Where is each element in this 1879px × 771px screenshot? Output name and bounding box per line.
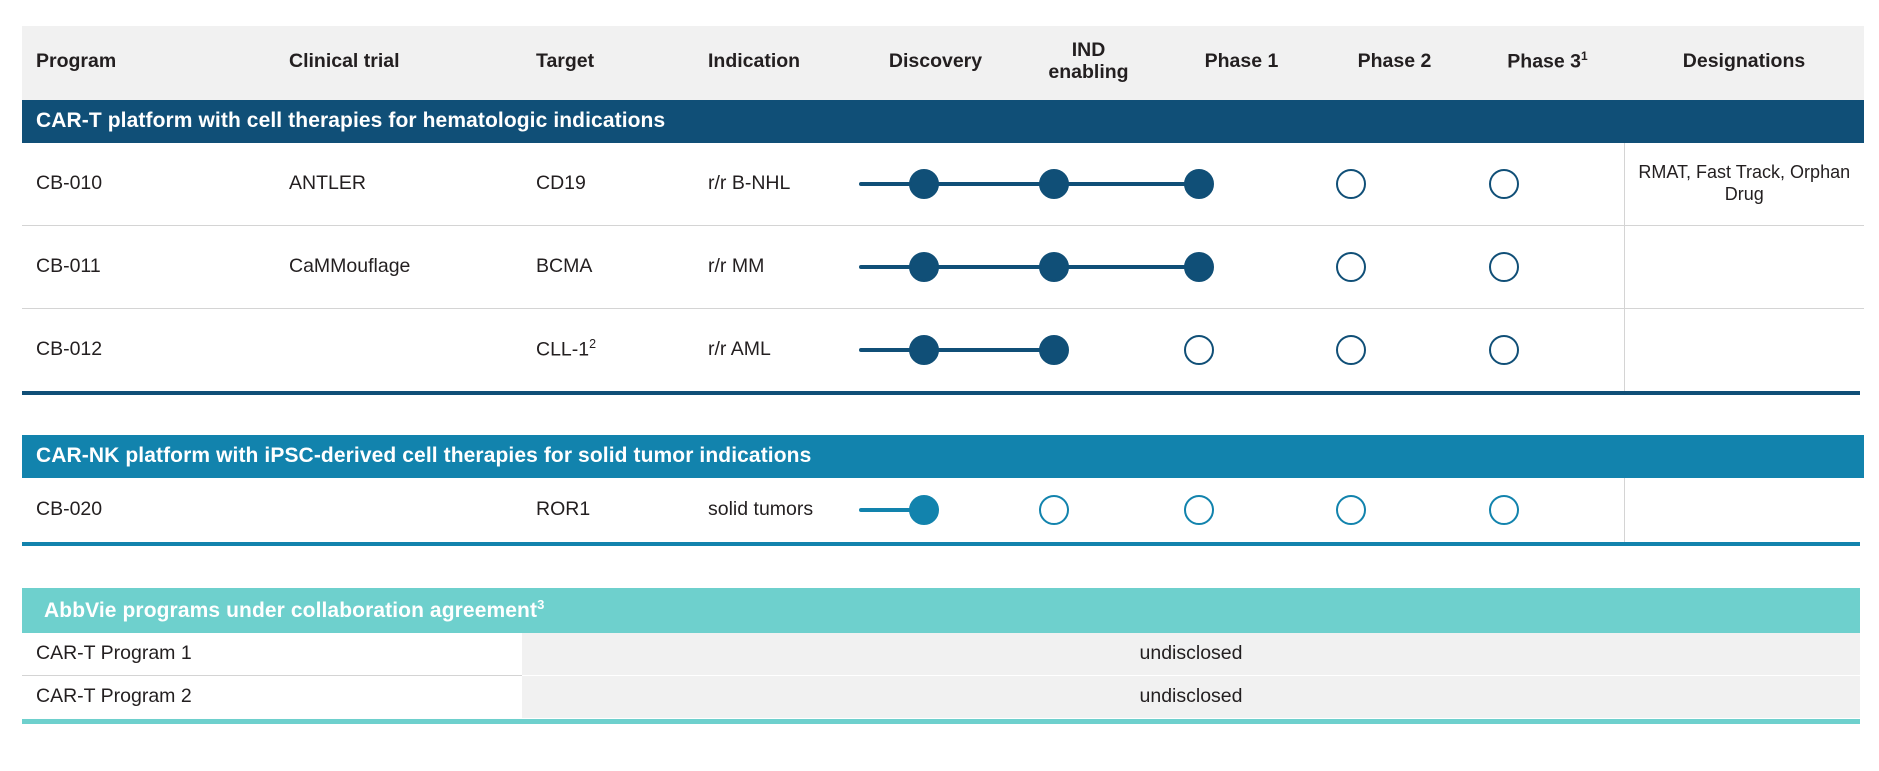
stage-node-ind-enabling: [1039, 495, 1069, 525]
section-car-t: [22, 100, 1864, 391]
row-indication: solid tumors: [694, 478, 859, 542]
stage-node-phase-1: [1184, 335, 1214, 365]
row-clinical-trial: [275, 478, 522, 542]
row-target: BCMA: [522, 225, 694, 308]
column-header-program: Program: [22, 26, 275, 100]
column-header-designations: Designations: [1624, 26, 1864, 100]
stage-node-discovery: [909, 252, 939, 282]
pipeline-chart: [22, 26, 1860, 724]
row-designations: [1624, 308, 1864, 391]
section-bottom-rule-collaboration: [22, 719, 1860, 724]
collab-program-value: undisclosed: [522, 633, 1860, 676]
phase-3-footnote-marker: 1: [1581, 49, 1588, 64]
column-header-target: Target: [522, 26, 694, 100]
row-target: CD19: [522, 143, 694, 226]
stage-node-phase-1: [1184, 169, 1214, 199]
section-banner-car-nk-label: CAR-NK platform with iPSC-derived cell therapies for solid tumor indications: [22, 435, 1864, 478]
row-clinical-trial: [275, 308, 522, 391]
stage-node-discovery: [909, 169, 939, 199]
stage-node-phase-2: [1336, 495, 1366, 525]
section-gap: [22, 546, 1860, 588]
stage-node-phase-3: [1489, 495, 1519, 525]
column-header-indication: Indication: [694, 26, 859, 100]
row-target: ROR1: [522, 478, 694, 542]
progress-track: [859, 348, 1054, 352]
stage-node-phase-1: [1184, 495, 1214, 525]
table-row: [22, 143, 1864, 226]
section-collaboration: [22, 588, 1860, 719]
row-designations: [1624, 478, 1864, 542]
row-indication: r/r MM: [694, 225, 859, 308]
stage-node-phase-3: [1489, 252, 1519, 282]
progress-track: [859, 265, 1199, 269]
column-header-phase-2: Phase 2: [1318, 26, 1471, 100]
row-program: CB-020: [22, 478, 275, 542]
section-banner-collaboration-label: [22, 588, 1860, 633]
table-row: [22, 478, 1864, 542]
row-program: CB-011: [22, 225, 275, 308]
column-header-ind-enabling: IND enabling: [1012, 26, 1165, 100]
progress-track: [859, 508, 924, 512]
phase-3-text: Phase 3: [1507, 50, 1582, 73]
stage-node-phase-2: [1336, 335, 1366, 365]
row-clinical-trial: CaMMouflage: [275, 225, 522, 308]
stage-node-discovery: [909, 495, 939, 525]
stage-node-phase-2: [1336, 252, 1366, 282]
section-banner-car-t-label: CAR-T platform with cell therapies for hematologic indications: [22, 100, 1864, 143]
stage-node-ind-enabling: [1039, 335, 1069, 365]
table-row: [22, 308, 1864, 391]
row-target: [522, 308, 694, 391]
pipeline-header-table: [22, 26, 1864, 100]
table-row: [22, 225, 1864, 308]
section-car-nk: [22, 435, 1864, 542]
stage-node-ind-enabling: [1039, 169, 1069, 199]
row-stage-track: [859, 478, 1624, 542]
collaboration-footnote-marker: 3: [537, 596, 545, 612]
section-banner-collaboration: [22, 588, 1860, 633]
row-designations: RMAT, Fast Track, Orphan Drug: [1624, 143, 1864, 226]
stage-node-phase-3: [1489, 169, 1519, 199]
row-clinical-trial: ANTLER: [275, 143, 522, 226]
stage-node-phase-1: [1184, 252, 1214, 282]
progress-track: [859, 182, 1199, 186]
row-stage-track: [859, 308, 1624, 391]
column-header-phase-3: [1471, 26, 1624, 100]
column-header-row: [22, 26, 1864, 100]
collaboration-banner-text: AbbVie programs under collaboration agreement: [44, 598, 538, 622]
row-stage-track: [859, 225, 1624, 308]
column-header-phase-1: Phase 1: [1165, 26, 1318, 100]
table-row: [22, 675, 1860, 718]
row-indication: r/r B-NHL: [694, 143, 859, 226]
row-target-footnote-marker: 2: [589, 337, 597, 352]
row-indication: r/r AML: [694, 308, 859, 391]
section-banner-car-nk: [22, 435, 1864, 478]
column-header-clinical-trial: Clinical trial: [275, 26, 522, 100]
section-banner-car-t: [22, 100, 1864, 143]
collab-program-name: CAR-T Program 2: [22, 675, 522, 718]
collab-program-name: CAR-T Program 1: [22, 633, 522, 676]
stage-node-phase-3: [1489, 335, 1519, 365]
column-header-discovery: Discovery: [859, 26, 1012, 100]
row-program: CB-010: [22, 143, 275, 226]
stage-node-discovery: [909, 335, 939, 365]
table-row: [22, 633, 1860, 676]
collab-program-value: undisclosed: [522, 675, 1860, 718]
row-target-text: CLL-1: [536, 338, 590, 361]
row-designations: [1624, 225, 1864, 308]
row-stage-track: [859, 143, 1624, 226]
section-gap: [22, 395, 1860, 435]
row-program: CB-012: [22, 308, 275, 391]
stage-node-ind-enabling: [1039, 252, 1069, 282]
stage-node-phase-2: [1336, 169, 1366, 199]
